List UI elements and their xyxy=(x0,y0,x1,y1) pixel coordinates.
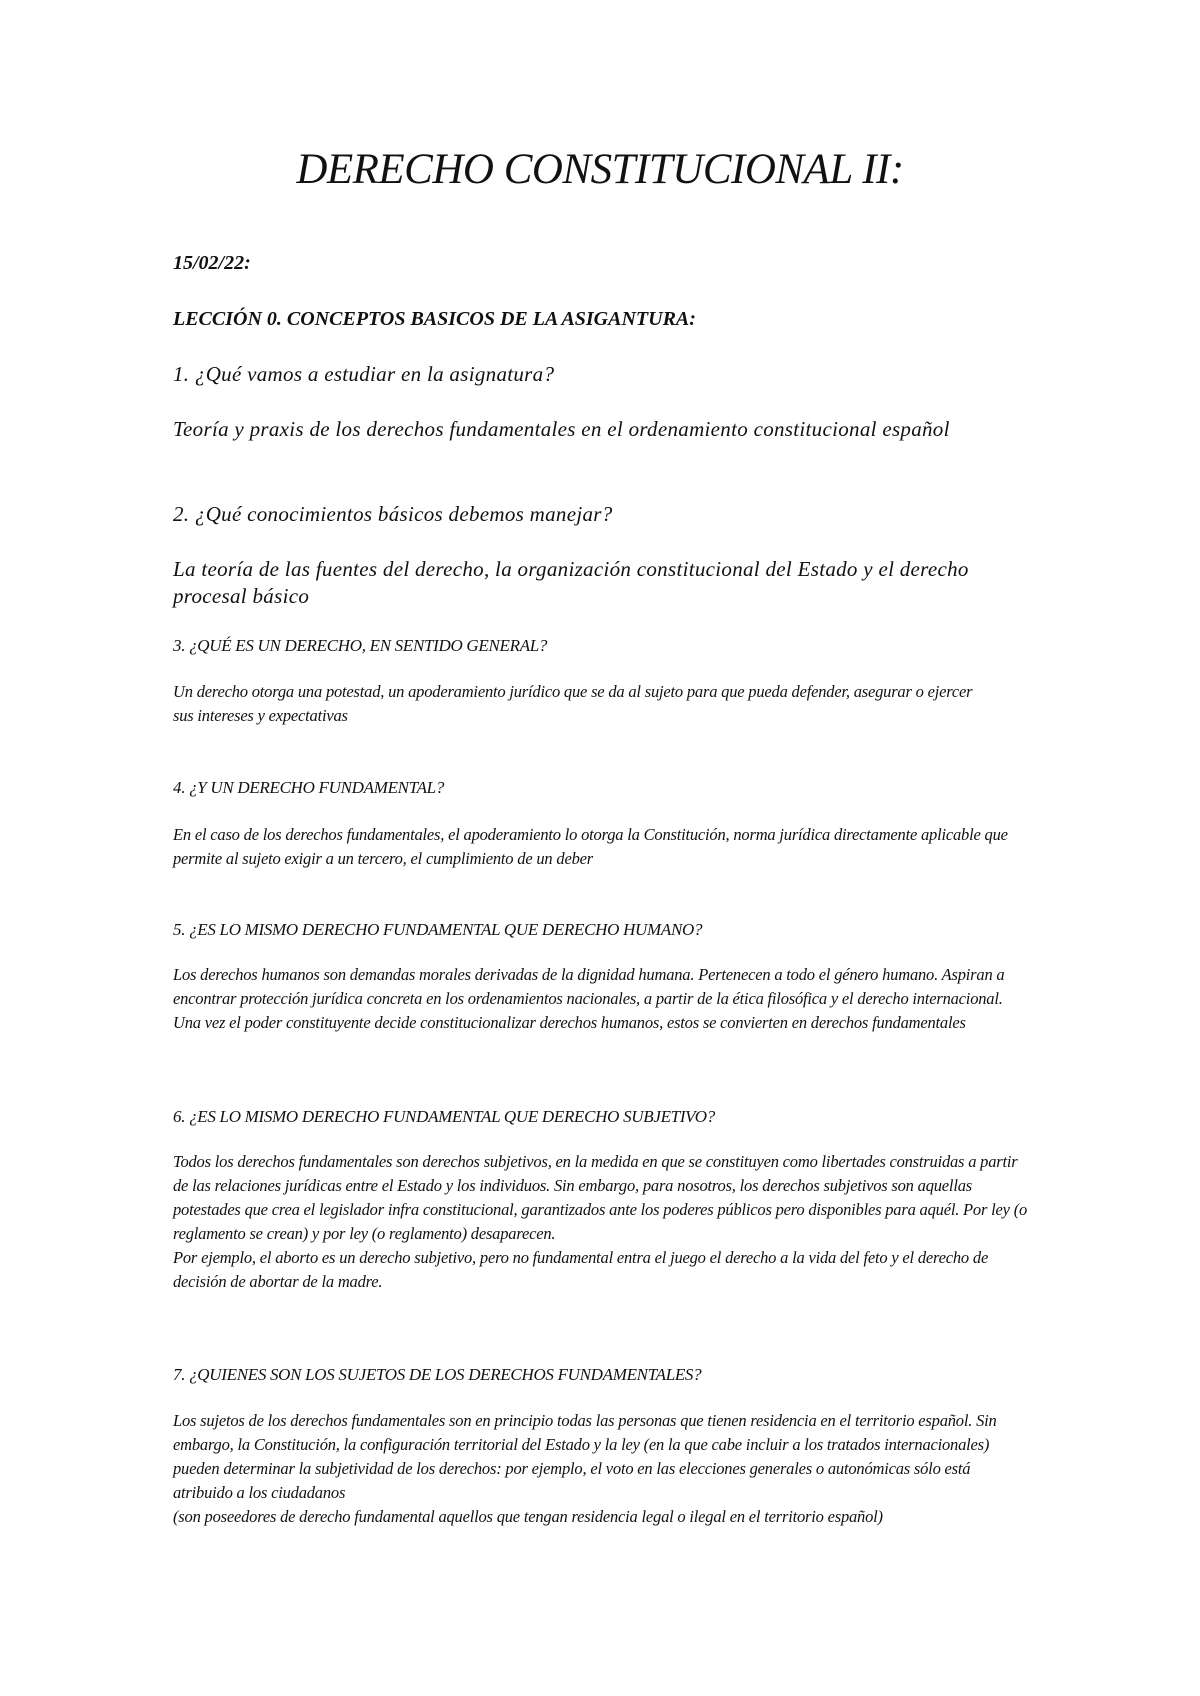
answer-7-paragraph-1: Los sujetos de los derechos fundamentales son en principio todas las personas que tienen residencia en el territorio español. Sin embargo, la Constitución, la configuración territorial del Estado y la ley (en la que cabe incluir a los tratados internacionales) pueden determinar la subjetividad de los derechos: por ejemplo, el voto en las elecciones generales o autonómicas sólo está atribuido a los ciudadanos xyxy=(173,1411,997,1502)
lesson-heading: LECCIÓN 0. CONCEPTOS BASICOS DE LA ASIGANTURA: xyxy=(173,308,696,330)
answer-1: Teoría y praxis de los derechos fundamentales en el ordenamiento constitucional español xyxy=(173,417,950,441)
document-title: DERECHO CONSTITUCIONAL II: xyxy=(296,146,904,193)
question-3: 3. ¿QUÉ ES UN DERECHO, EN SENTIDO GENERAL? xyxy=(173,636,548,655)
date-heading: 15/02/22: xyxy=(173,252,251,274)
question-5: 5. ¿ES LO MISMO DERECHO FUNDAMENTAL QUE DERECHO HUMANO? xyxy=(173,920,703,939)
answer-4: En el caso de los derechos fundamentales, el apoderamiento lo otorga la Constitución, norma jurídica directamente aplicable que permite al sujeto exigir a un tercero, el cumplimiento de un deber xyxy=(173,825,1008,868)
answer-5: Los derechos humanos son demandas morales derivadas de la dignidad humana. Pertenecen a todo el género humano. Aspiran a encontrar protección jurídica concreta en los ordenamientos nacionales, a partir de la ética filosófica y el derecho internacional. Una vez el poder constituyente decide constitucionalizar derechos humanos, estos se convierten en derechos fundamentales xyxy=(173,965,1005,1032)
answer-6 xyxy=(173,1150,1033,1294)
answer-2: La teoría de las fuentes del derecho, la organización constitucional del Estado y el derecho procesal básico xyxy=(173,557,969,608)
answer-6-paragraph-1: Todos los derechos fundamentales son derechos subjetivos, en la medida en que se constituyen como libertades construidas a partir de las relaciones jurídicas entre el Estado y los individuos. Sin embargo, para nosotros, los derechos subjetivos son aquellas potestades que crea el legislador infra constitucional, garantizados ante los poderes públicos pero disponibles para aquél. Por ley (o reglamento se crean) y por ley (o reglamento) desaparecen. xyxy=(173,1152,1028,1243)
question-1: 1. ¿Qué vamos a estudiar en la asignatura? xyxy=(173,362,555,386)
answer-6-paragraph-2: Por ejemplo, el aborto es un derecho subjetivo, pero no fundamental entra el juego el derecho a la vida del feto y el derecho de decisión de abortar de la madre. xyxy=(173,1248,989,1291)
answer-7 xyxy=(173,1409,1033,1529)
answer-3: Un derecho otorga una potestad, un apoderamiento jurídico que se da al sujeto para que pueda defender, asegurar o ejercer sus intereses y expectativas xyxy=(173,682,973,725)
question-2: 2. ¿Qué conocimientos básicos debemos manejar? xyxy=(173,502,613,526)
question-7: 7. ¿QUIENES SON LOS SUJETOS DE LOS DERECHOS FUNDAMENTALES? xyxy=(173,1365,702,1384)
answer-7-paragraph-2: (son poseedores de derecho fundamental aquellos que tengan residencia legal o ilegal en el territorio español) xyxy=(173,1507,883,1526)
question-4: 4. ¿Y UN DERECHO FUNDAMENTAL? xyxy=(173,778,445,797)
question-6: 6. ¿ES LO MISMO DERECHO FUNDAMENTAL QUE DERECHO SUBJETIVO? xyxy=(173,1107,715,1126)
